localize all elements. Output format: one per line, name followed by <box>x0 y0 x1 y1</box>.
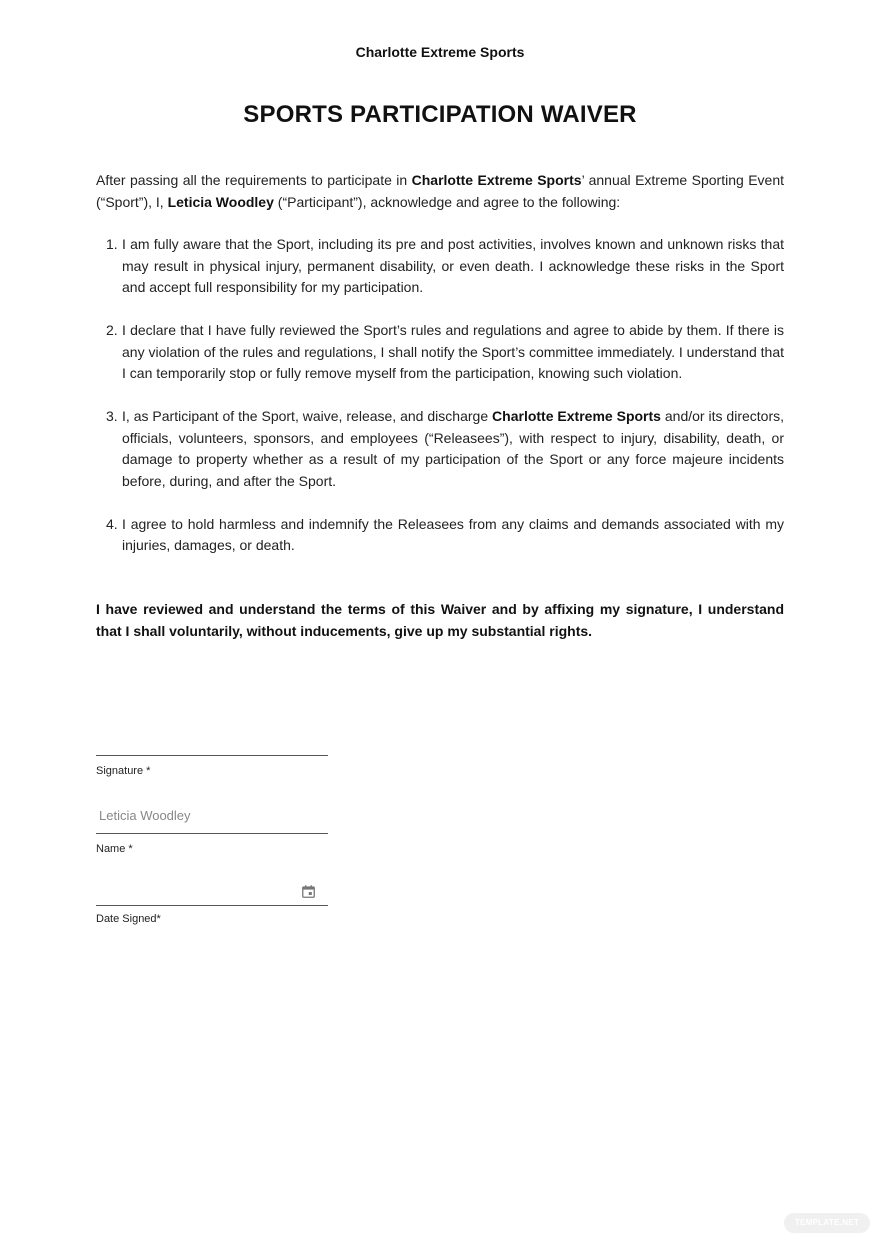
template-net-watermark: TEMPLATE.NET <box>784 1213 870 1233</box>
term-company: Charlotte Extreme Sports <box>492 408 661 424</box>
term-text-post: and/or its directors, officials, volunteers, sponsors, and employees (“Releasees”), with respect to injury, disability, death, or damage to property whether as a result of my participation of the Sport or any force majeure incidents before, during, and after the Sport. <box>122 408 785 489</box>
term-item <box>96 320 784 385</box>
term-text: I declare that I have fully reviewed the Sport’s rules and regulations and agree to abide by them. If there is any violation of the rules and regulations, I shall notify the Sport’s committee immediately. I understand that I can temporarily stop or fully remove myself from the participation, knowing such violation. <box>122 322 784 381</box>
term-text: I agree to hold harmless and indemnify the Releasees from any claims and demands associated with my injuries, damages, or death. <box>122 515 784 553</box>
term-number: 1. <box>106 236 118 252</box>
term-item <box>96 406 784 492</box>
acknowledgement-paragraph: I have reviewed and understand the terms of this Waiver and by affixing my signature, I understand that I shall voluntarily, without inducements, give up my substantial rights. <box>96 601 784 639</box>
company-name: Charlotte Extreme Sports <box>355 44 525 60</box>
term-number: 2. <box>106 322 118 338</box>
intro-company: Charlotte Extreme Sports <box>411 172 582 188</box>
intro-participant: Leticia Woodley <box>167 193 274 210</box>
term-item <box>96 234 784 299</box>
date-signed-field[interactable] <box>96 904 328 906</box>
term-text: I am fully aware that the Sport, including its pre and post activities, involves known and unknown risks that may result in physical injury, permanent disability, or even death. I acknowledge these risks in the Sport and accept full responsibility for my participation. <box>122 236 784 295</box>
intro-text-3: (“Participant”), acknowledge and agree to the following: <box>273 193 621 210</box>
name-field-value[interactable]: Leticia Woodley <box>99 808 191 823</box>
term-item <box>96 514 784 557</box>
intro-text-2: ’ annual Extreme Sporting Event (“Sport”), I, <box>96 172 784 210</box>
calendar-icon[interactable] <box>302 885 315 898</box>
document-title: SPORTS PARTICIPATION WAIVER <box>243 101 637 128</box>
term-text-pre: I, as Participant of the Sport, waive, release, and discharge <box>122 408 493 424</box>
date-signed-label: Date Signed* <box>96 913 161 925</box>
terms-list <box>96 234 784 578</box>
signature-label: Signature * <box>96 765 151 777</box>
intro-paragraph <box>96 170 784 213</box>
name-label: Name * <box>96 843 133 855</box>
name-field[interactable] <box>96 832 328 834</box>
term-number: 3. <box>106 408 118 424</box>
term-number: 4. <box>106 515 118 532</box>
intro-text-1: After passing all the requirements to participate in <box>96 172 412 188</box>
signature-field[interactable] <box>96 754 328 756</box>
